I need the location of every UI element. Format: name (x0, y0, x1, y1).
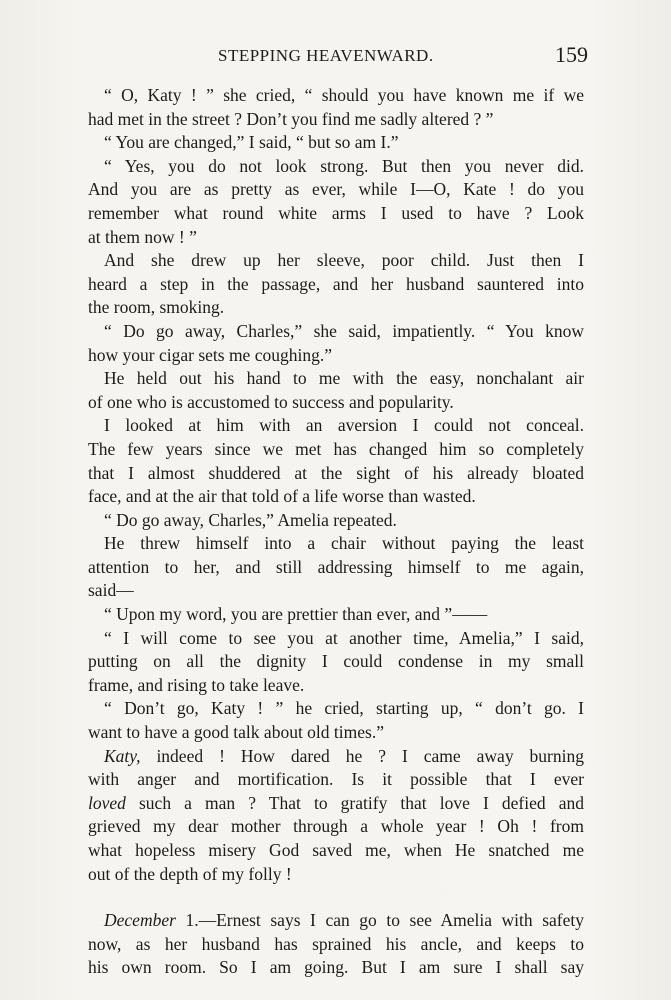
line-text: face, and at the air that told of a life worse than wasted. (88, 486, 476, 507)
text-line (88, 697, 584, 721)
line-text: He held out his hand to me with the easy, nonchalant air (104, 368, 584, 389)
text-line (88, 556, 584, 580)
text-line (88, 391, 584, 415)
text-line (88, 933, 584, 957)
text-line (88, 579, 584, 603)
line-text: attention to her, and still addressing himself to me again, (88, 556, 584, 577)
running-head (88, 42, 588, 68)
line-text: that I almost shuddered at the sight of his already bloated (88, 462, 584, 483)
text-line (88, 414, 584, 438)
text-line (88, 438, 584, 462)
text-line (88, 603, 584, 627)
text-line (88, 721, 584, 745)
text-line (88, 202, 584, 226)
line-text: He threw himself into a chair without paying the least (104, 533, 584, 554)
line-text: said— (88, 580, 134, 601)
line-text: his own room. So I am going. But I am sure I shall say (88, 957, 584, 978)
line-text: 1.—Ernest says I can go to see Amelia with safety (175, 910, 584, 931)
text-line (88, 155, 584, 179)
italic-word: December (104, 910, 176, 931)
line-text: with anger and mortification. Is it possible that I ever (88, 769, 584, 790)
text-line (88, 485, 584, 509)
line-text: “ O, Katy ! ” she cried, “ should you have known me if we (104, 85, 584, 105)
text-line (88, 273, 584, 297)
body-text (88, 84, 584, 980)
line-text: frame, and rising to take leave. (88, 674, 305, 695)
text-line (88, 178, 584, 202)
text-line (88, 792, 584, 816)
text-line (88, 768, 584, 792)
line-text: “ Don’t go, Katy ! ” he cried, starting up, “ don’t go. I (104, 698, 584, 719)
line-text: out of the depth of my folly ! (88, 863, 292, 884)
line-text: how your cigar sets me coughing.” (88, 344, 332, 365)
text-line (88, 296, 584, 320)
text-line (88, 367, 584, 391)
line-text: And you are as pretty as ever, while I—O, Kate ! do you (88, 179, 584, 200)
text-line (88, 650, 584, 674)
running-head-title: STEPPING HEAVENWARD. (218, 46, 434, 65)
text-line (88, 84, 584, 108)
line-text: indeed ! How dared he ? I came away burning (140, 745, 584, 766)
line-text: had met in the street ? Don’t you find me sadly altered ? ” (88, 108, 494, 129)
line-text: grieved my dear mother through a whole year ! Oh ! from (88, 816, 584, 837)
text-line (88, 863, 584, 887)
text-line (88, 532, 584, 556)
line-text: “ Do go away, Charles,” she said, impatiently. “ You know (104, 320, 584, 341)
text-line (88, 108, 584, 132)
text-line (88, 131, 584, 155)
line-text: now, as her husband has sprained his ancle, and keeps to (88, 933, 584, 954)
line-text: what hopeless misery God saved me, when He snatched me (88, 840, 584, 860)
line-text: putting on all the dignity I could condense in my small (88, 651, 584, 672)
line-text: I looked at him with an aversion I could not conceal. (104, 415, 584, 436)
text-line (88, 956, 584, 980)
text-line (88, 320, 584, 344)
line-text: The few years since we met has changed him so completely (88, 438, 584, 459)
text-line (88, 627, 584, 651)
text-line (88, 745, 584, 769)
text-line (88, 839, 584, 863)
italic-word: Katy, (104, 745, 141, 766)
line-text: “ Yes, you do not look strong. But then you never did. (104, 155, 584, 176)
line-text: “ Do go away, Charles,” Amelia repeated. (104, 509, 397, 530)
line-text: at them now ! ” (88, 226, 197, 247)
text-line (88, 249, 584, 273)
line-text: “ Upon my word, you are prettier than ever, and ”—— (104, 604, 488, 625)
line-text: want to have a good talk about old times.” (88, 722, 384, 743)
text-line (88, 909, 584, 933)
text-line (88, 226, 584, 250)
text-line (88, 674, 584, 698)
page-number: 159 (555, 42, 588, 67)
line-text: of one who is accustomed to success and popularity. (88, 391, 454, 412)
text-line (88, 815, 584, 839)
text-line (88, 344, 584, 368)
text-line (88, 509, 584, 533)
text-line (88, 462, 584, 486)
line-text: “ You are changed,” I said, “ but so am I.” (104, 132, 399, 153)
entry-gap (88, 886, 584, 909)
line-text: And she drew up her sleeve, poor child. Just then I (104, 250, 584, 271)
line-text: such a man ? That to gratify that love I defied and (125, 792, 584, 813)
italic-word: loved (88, 792, 126, 813)
line-text: heard a step in the passage, and her husband sauntered into (88, 273, 584, 294)
line-text: “ I will come to see you at another time, Amelia,” I said, (104, 627, 584, 648)
line-text: remember what round white arms I used to have ? Look (88, 202, 584, 223)
line-text: the room, smoking. (88, 297, 225, 318)
